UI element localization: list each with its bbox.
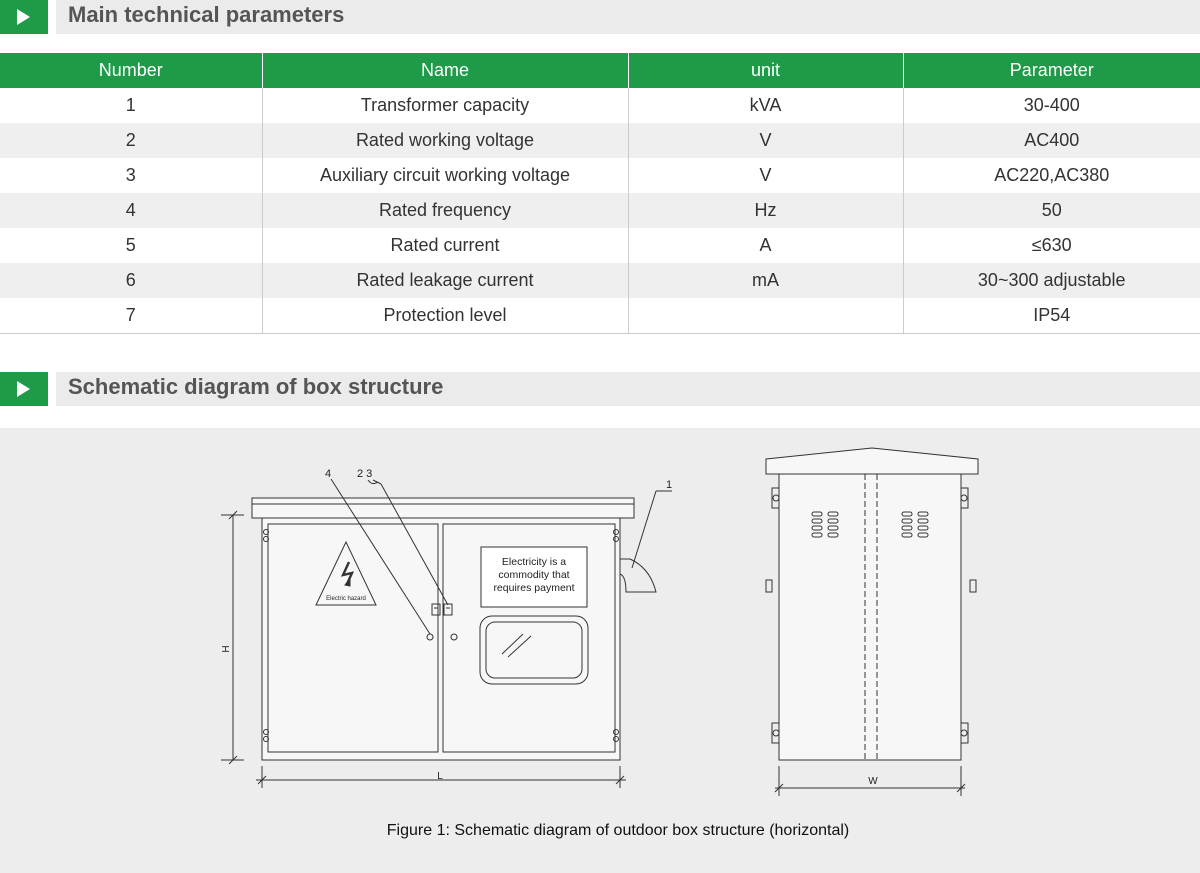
table-cell: 30~300 adjustable [903,263,1200,298]
table-cell: A [628,228,903,263]
table-cell: 6 [0,263,262,298]
figure-caption: Figure 1: Schematic diagram of outdoor box structure (horizontal) [386,822,850,839]
section-header-parameters [0,0,1200,34]
dim-label-h: H [221,645,232,653]
table-cell: 1 [125,95,136,115]
table-cell: Rated working voltage [262,123,628,158]
table-cell: 50 [903,193,1200,228]
table-cell: Auxiliary circuit working voltage [262,158,628,193]
column-header: unit [628,53,903,88]
sign-line-3: requires payment [493,582,575,594]
front-view [221,479,672,788]
side-view [766,448,978,796]
section-title: Main technical parameters [68,2,345,27]
table-header-row [0,53,1200,88]
table-cell: IP54 [903,298,1200,334]
table-cell: 30-400 [903,88,1200,123]
callout-1: 1 [666,479,673,491]
callout-2-3: 2 3 [357,468,373,480]
table-row [0,88,1200,123]
section-header-diagram [0,372,1200,406]
table-cell: 2 [0,123,262,158]
callout-4: 4 [325,468,332,480]
sign-line-1: Electricity is a [501,556,567,568]
parameters-table [0,53,1200,334]
table-cell: V [628,123,903,158]
table-cell: Protection level [262,298,628,334]
table-cell: ≤630 [903,228,1200,263]
table-cell: Rated frequency [262,193,628,228]
table-cell: 3 [125,165,136,185]
table-cell: 4 [0,193,262,228]
table-cell: V [628,158,903,193]
table-cell: AC220,AC380 [903,158,1200,193]
dim-label-l: L [437,771,443,782]
section-title: Schematic diagram of box structure [68,374,444,399]
sign-line-2: commodity that [498,569,570,581]
table-row [0,123,1200,158]
diagram-panel [0,428,1200,873]
table-row [0,228,1200,263]
box-structure-diagram [0,428,1200,873]
table-cell: kVA [628,88,903,123]
table-row [0,263,1200,298]
table-cell: 5 [125,235,136,255]
table-cell: Transformer capacity [262,88,628,123]
column-header: Name [262,53,628,88]
table-cell: 7 [0,298,262,334]
table-cell: Hz [628,193,903,228]
play-arrow-icon [0,372,48,406]
table-cell: Rated current [262,228,628,263]
table-cell: Rated leakage current [262,263,628,298]
table-row [0,298,1200,334]
table-cell: mA [628,263,903,298]
table-cell: AC400 [903,123,1200,158]
hazard-label: Electric hazard [326,596,366,602]
table-cell [628,298,903,334]
column-header: Parameter [903,53,1200,88]
dim-label-w: W [868,776,878,787]
play-arrow-icon [0,0,48,34]
table-row [0,158,1200,193]
column-header: Number [0,53,262,88]
table-row [0,193,1200,228]
